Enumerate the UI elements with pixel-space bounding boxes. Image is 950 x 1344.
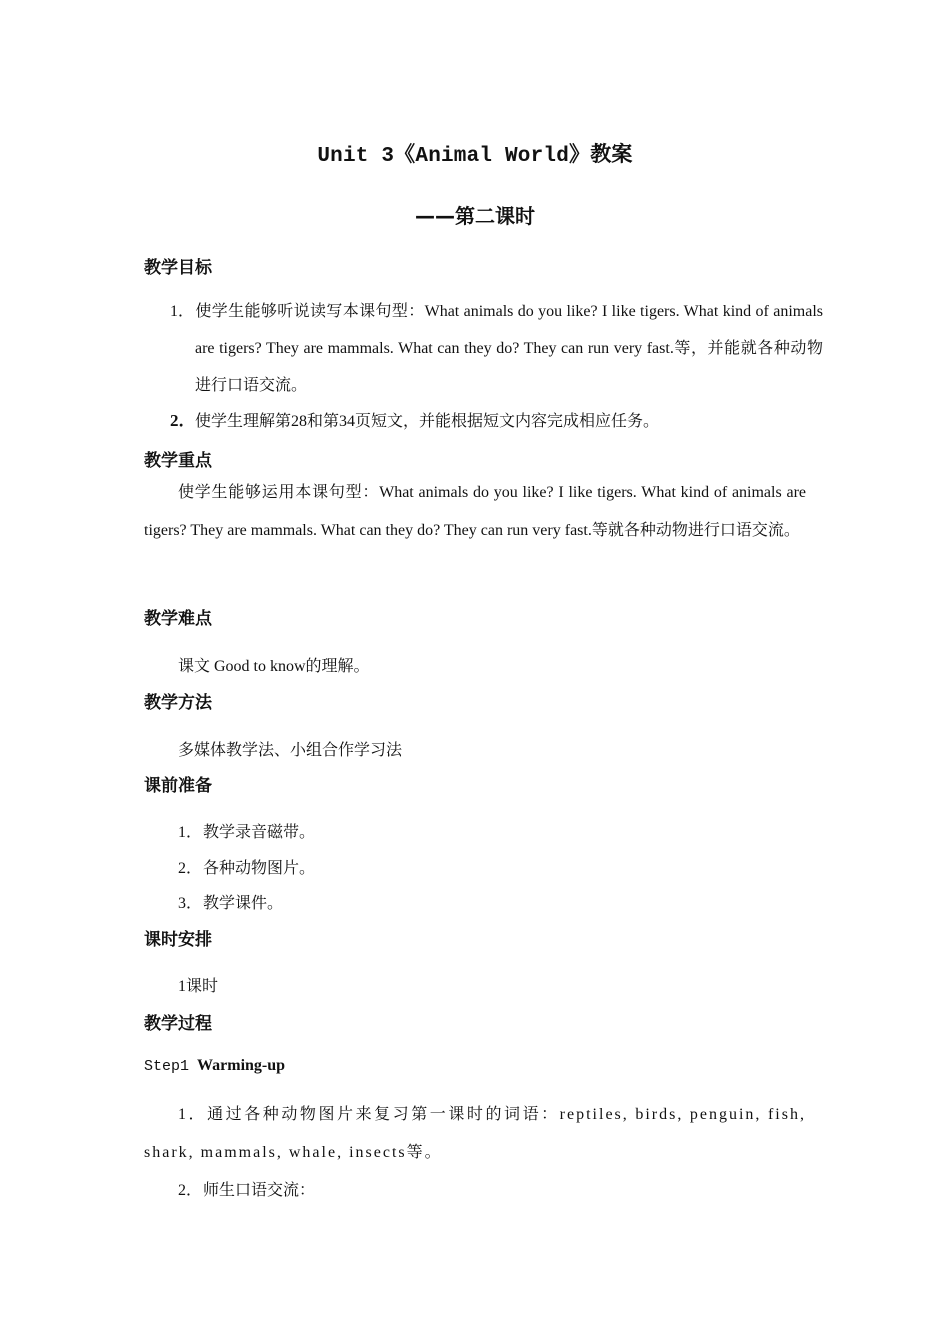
process-number: 2．: [178, 1182, 203, 1199]
objective-text: 使学生能够听说读写本课句型：What animals do you like? I like tigers. What kind of animals are tigers? They are mammals. What can they do? They can run very fast.等，并能就各种动物进行口语交流。: [195, 303, 823, 394]
step-heading: [144, 1057, 285, 1075]
document-title: Unit 3《Animal World》教案: [317, 145, 633, 168]
process-text: 师生口语交流：: [203, 1182, 316, 1199]
document-subtitle: ——第二课时: [415, 204, 535, 228]
objective-item: [170, 293, 823, 404]
preparation-item: [178, 819, 315, 842]
preparation-text: 教学课件。: [203, 895, 284, 912]
section-heading-preparation: 课前准备: [144, 776, 212, 796]
objective-text: 使学生理解第28和第34页短文，并能根据短文内容完成相应任务。: [195, 413, 660, 430]
section-heading-methods: 教学方法: [144, 693, 212, 713]
process-number: 1．: [178, 1106, 208, 1123]
section-heading-key-points: 教学重点: [144, 451, 212, 471]
section-heading-difficulties: 教学难点: [144, 609, 212, 629]
preparation-item: [178, 855, 315, 878]
objective-number: 1．: [170, 303, 195, 320]
preparation-text: 教学录音磁带。: [203, 824, 316, 841]
methods-text: 多媒体教学法、小组合作学习法: [178, 742, 403, 759]
preparation-item: [178, 890, 283, 913]
step-title: Warming-up: [197, 1057, 286, 1074]
section-heading-process: 教学过程: [144, 1014, 212, 1034]
step-label: Step1: [144, 1058, 190, 1075]
difficulties-text: 课文 Good to know的理解。: [178, 658, 370, 675]
section-heading-schedule: 课时安排: [144, 930, 212, 950]
key-points-text: 使学生能够运用本课句型：What animals do you like? I like tigers. What kind of animals are tigers? They are mammals. What can they do? They can run very fast.等就各种动物进行口语交流。: [144, 484, 806, 539]
preparation-text: 各种动物图片。: [203, 860, 316, 877]
process-item: [178, 1177, 315, 1200]
preparation-number: 1．: [178, 824, 203, 841]
objective-item: [170, 402, 823, 440]
objective-number: 2．: [170, 411, 196, 430]
process-text: 通过各种动物图片来复习第一课时的词语：reptiles, birds, penguin, fish, shark, mammals, whale, insects等。: [144, 1106, 806, 1161]
schedule-text: 1课时: [178, 978, 219, 995]
process-item: [144, 1096, 806, 1171]
preparation-number: 3．: [178, 895, 203, 912]
section-heading-objectives: 教学目标: [144, 258, 212, 278]
preparation-number: 2．: [178, 860, 203, 877]
